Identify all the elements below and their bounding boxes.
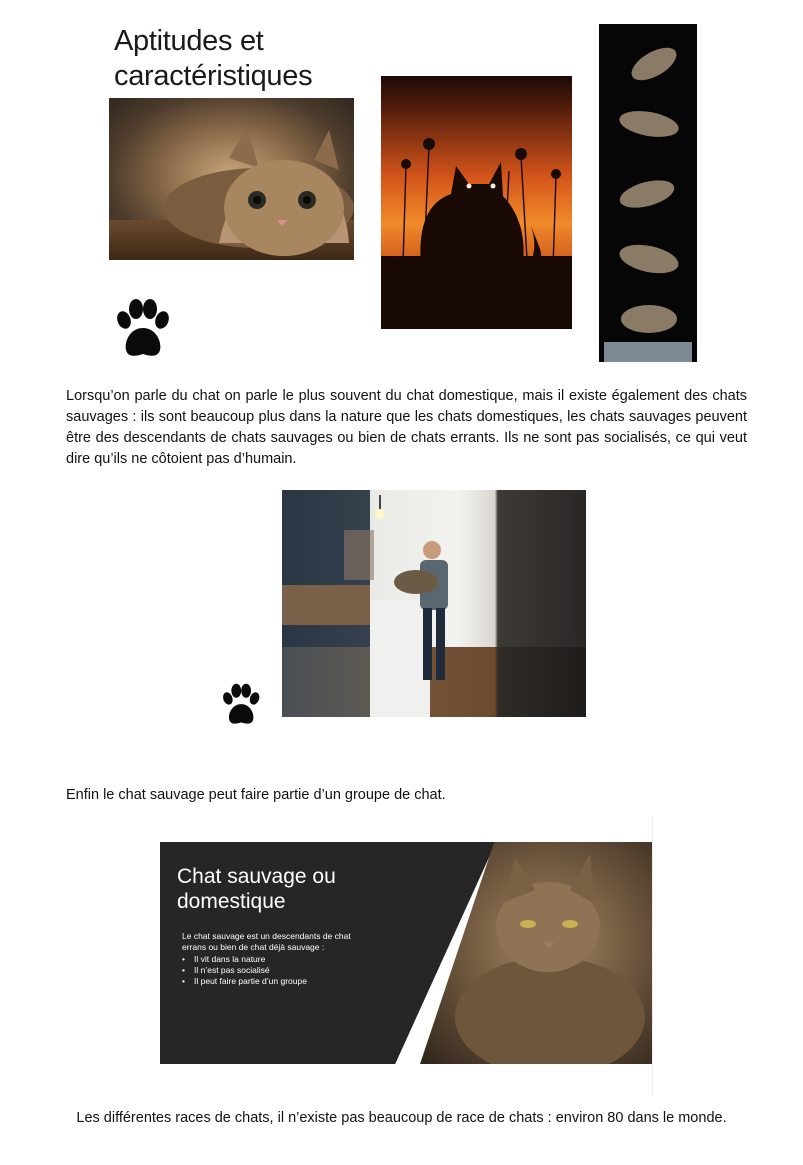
man-holding-cat-photo <box>282 490 586 717</box>
slide-title-line-1: Chat sauvage ou <box>177 865 336 888</box>
black-cat-sunset-photo <box>381 76 572 329</box>
paw-icon <box>110 298 174 362</box>
paragraph-wild-vs-domestic: Lorsqu’on parle du chat on parle le plus souvent du chat domestique, mais il existe également des chats sauvages : ils sont beaucoup plus dans la nature que les chats domestiques, les chats sauvages peuvent être des descendants de chats sauvages ou bien de chats errants. Ils ne sont pas socialisés, ce qui veut dire qu’ils ne côtoient pas d’humain. <box>66 388 747 467</box>
page-heading <box>114 24 354 94</box>
slide-bullet: • Il vit dans la nature <box>182 954 382 965</box>
slide-bullet-list <box>182 954 382 987</box>
jumping-cat-sequence-photo <box>599 24 697 362</box>
slide-bullet: • Il peut faire partie d’un groupe <box>182 976 382 987</box>
slide-bullet: • Il n’est pas socialisé <box>182 965 382 976</box>
cat-closeup-photo <box>109 98 354 260</box>
slide-intro <box>182 931 382 953</box>
slide-title <box>177 864 397 914</box>
paragraph-races: Les différentes races de chats, il n’existe pas beaucoup de race de chats : environ 80 dans le monde. <box>76 1110 727 1126</box>
heading-line-2: caractéristiques <box>114 60 313 92</box>
slide-chat-sauvage <box>160 818 653 1095</box>
slide-intro-line-1: Le chat sauvage est un descendants de chat <box>182 931 351 941</box>
heading-line-1: Aptitudes et <box>114 25 264 57</box>
slide-intro-line-2: errans ou bien de chat déjà sauvage : <box>182 942 325 952</box>
paragraph-group: Enfin le chat sauvage peut faire partie d’un groupe de chat. <box>66 787 446 803</box>
paw-icon <box>218 683 263 728</box>
slide-title-line-2: domestique <box>177 890 286 913</box>
